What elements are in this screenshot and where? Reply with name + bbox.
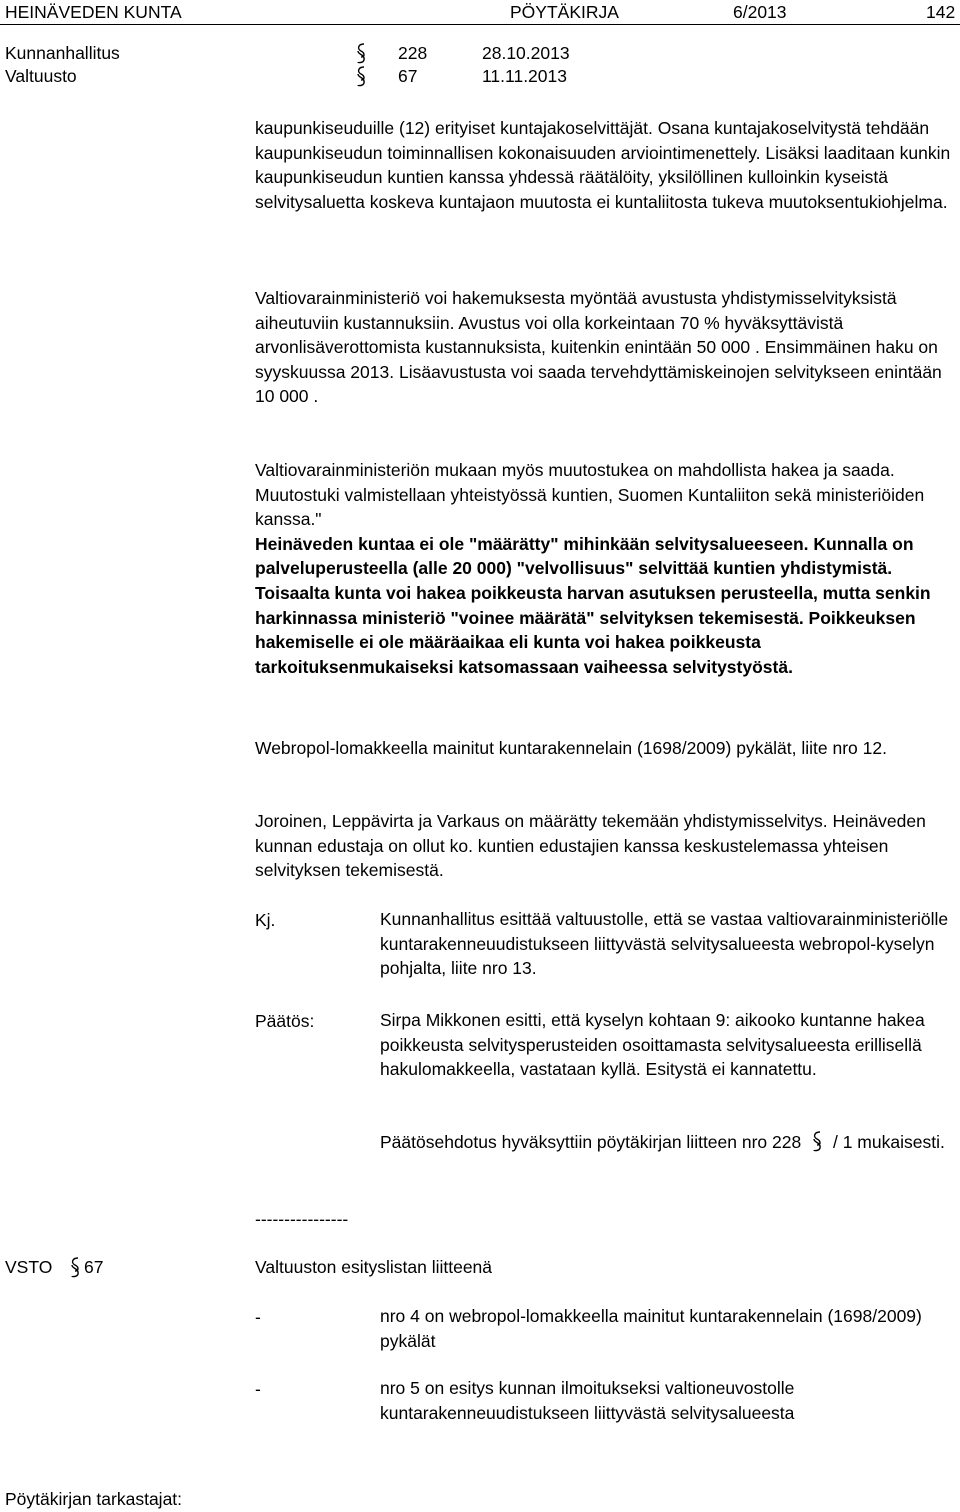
proposal-text: Kunnanhallitus esittää valtuustolle, että se vastaa valtiovarainministeriölle kuntarakenneuudistukseen liittyvästä selvitysalueesta webropol-kyselyn pohjalta, liite nro 13. bbox=[380, 909, 949, 979]
header-divider bbox=[0, 24, 960, 25]
list-bullet: - bbox=[255, 1307, 261, 1327]
section-sign-icon bbox=[70, 1256, 80, 1278]
paragraph-webropol: Webropol-lomakkeella mainitut kuntarakennelain (1698/2009) pykälät, liite nro 12. bbox=[255, 738, 887, 758]
meeting-body-2: Valtuusto bbox=[5, 66, 77, 86]
list-bullet: - bbox=[255, 1379, 261, 1399]
section-sign-icon bbox=[812, 1130, 822, 1152]
paragraph-avustus: Valtiovarainministeriö voi hakemuksesta myöntää avustusta yhdistymisselvityksistä aiheutuviin kustannuksiin. Avustus voi olla korkeintaan 70 % hyväksyttävistä arvonlisäverottomista kustannuksista, kuitenkin enintään 50 000 . Ensimmäinen haku on syyskuussa 2013. Lisäavustusta voi saada tervehdyttämiskeinojen selvitykseen enintään 10 000 . bbox=[255, 288, 942, 407]
page-number: 142 bbox=[926, 2, 956, 22]
meeting-body-1: Kunnanhallitus bbox=[5, 43, 120, 63]
meeting-section-2: 67 bbox=[398, 66, 418, 86]
decision-text: Sirpa Mikkonen esitti, että kyselyn kohtaan 9: aikooko kuntanne hakea poikkeusta selvitysperusteiden osoittamasta selvitysalueesta erillisellä hakulomakkeella, vastataan kyllä. Esitystä ei kannatettu. bbox=[380, 1010, 925, 1080]
decision-label: Päätös: bbox=[255, 1011, 315, 1031]
paragraph-muutostuki: Valtiovarainministeriön mukaan myös muutostukea on mahdollista hakea ja saada. Muutostuki valmistellaan yhteistyössä kuntien, Suomen Kuntaliiton sekä ministeriöiden kanssa." Heinäveden kuntaa ei ole "määrätty" mihinkään selvitysalueeseen. Kunnalla on palveluperusteella (alle 20 000) "velvollisuus" selvittää kuntien yhdistymistä. Toisaalta kunta voi hakea poikkeusta harvan asutuksen perusteella, mutta senkin harkinnassa ministeriö "voinee määrätä" selvityksen tekemisestä. Poikkeuksen hakemiselle ei ole määräaikaa eli kunta voi hakea poikkeusta tarkoituksenmukaiseksi katsomassaan vaiheessa selvitystyöstä. bbox=[255, 458, 955, 679]
municipality-name: HEINÄVEDEN KUNTA bbox=[5, 2, 182, 22]
meeting-section-1: 228 bbox=[398, 43, 428, 63]
list-item: nro 5 on esitys kunnan ilmoitukseksi valtioneuvostolle kuntarakenneuudistukseen liittyvästä selvitysalueesta bbox=[380, 1378, 795, 1423]
list-item: nro 4 on webropol-lomakkeella mainitut kuntarakennelain (1698/2009) pykälät bbox=[380, 1306, 922, 1351]
paragraph-heinavesi-status: Heinäveden kuntaa ei ole "määrätty" mihinkään selvitysalueeseen. Kunnalla on palveluperusteella (alle 20 000) "velvollisuus" selvittää kuntien yhdistymistä. Toisaalta kunta voi hakea poikkeusta harvan asutuksen perusteella, mutta senkin harkinnassa ministeriö "voinee määrätä" selvityksen tekemisestä. Poikkeuksen hakemiselle ei ole määräaikaa eli kunta voi hakea poikkeusta tarkoituksenmukaiseksi katsomassaan vaiheessa selvitystyöstä. bbox=[255, 533, 931, 677]
section-sign-icon bbox=[356, 65, 366, 87]
vsto-heading: Valtuuston esityslistan liitteenä bbox=[255, 1257, 493, 1277]
separator-line: ---------------- bbox=[255, 1209, 349, 1229]
paragraph-selvittajat: kaupunkiseuduille (12) erityiset kuntajakoselvittäjät. Osana kuntajakoselvitystä tehdään kaupunkiseudun toiminnallisen kokonaisuuden arviointimenettely. Lisäksi laaditaan kunkin kaupunkiseudun kuntien kanssa yhdessä räätälöity, yksilöllinen kulloinkin kyseistä selvitysaluetta koskeva kuntajaon muutosta ei kuntaliitosta tukeva muutoksentukiohjelma. bbox=[255, 118, 951, 212]
meeting-date-1: 28.10.2013 bbox=[482, 43, 570, 63]
document-type: PÖYTÄKIRJA bbox=[510, 2, 619, 22]
paragraph-joroinen: Joroinen, Leppävirta ja Varkaus on määrätty tekemään yhdistymisselvitys. Heinäveden kunnan edustaja on ollut ko. kuntien edustajien kanssa keskustelemassa yhteisen selvityksen tekemisestä. bbox=[255, 811, 926, 881]
meeting-date-2: 11.11.2013 bbox=[482, 66, 567, 86]
vsto-label: VSTO bbox=[5, 1257, 53, 1277]
vsto-section-number: 67 bbox=[84, 1257, 104, 1277]
minutes-checkers-label: Pöytäkirjan tarkastajat: bbox=[5, 1489, 183, 1509]
section-sign-icon bbox=[356, 42, 366, 64]
proposal-label: Kj. bbox=[255, 910, 276, 930]
document-number: 6/2013 bbox=[733, 2, 787, 22]
decision-note: Päätösehdotus hyväksyttiin pöytäkirjan liitteen nro 228 / 1 mukaisesti. bbox=[380, 1132, 945, 1152]
